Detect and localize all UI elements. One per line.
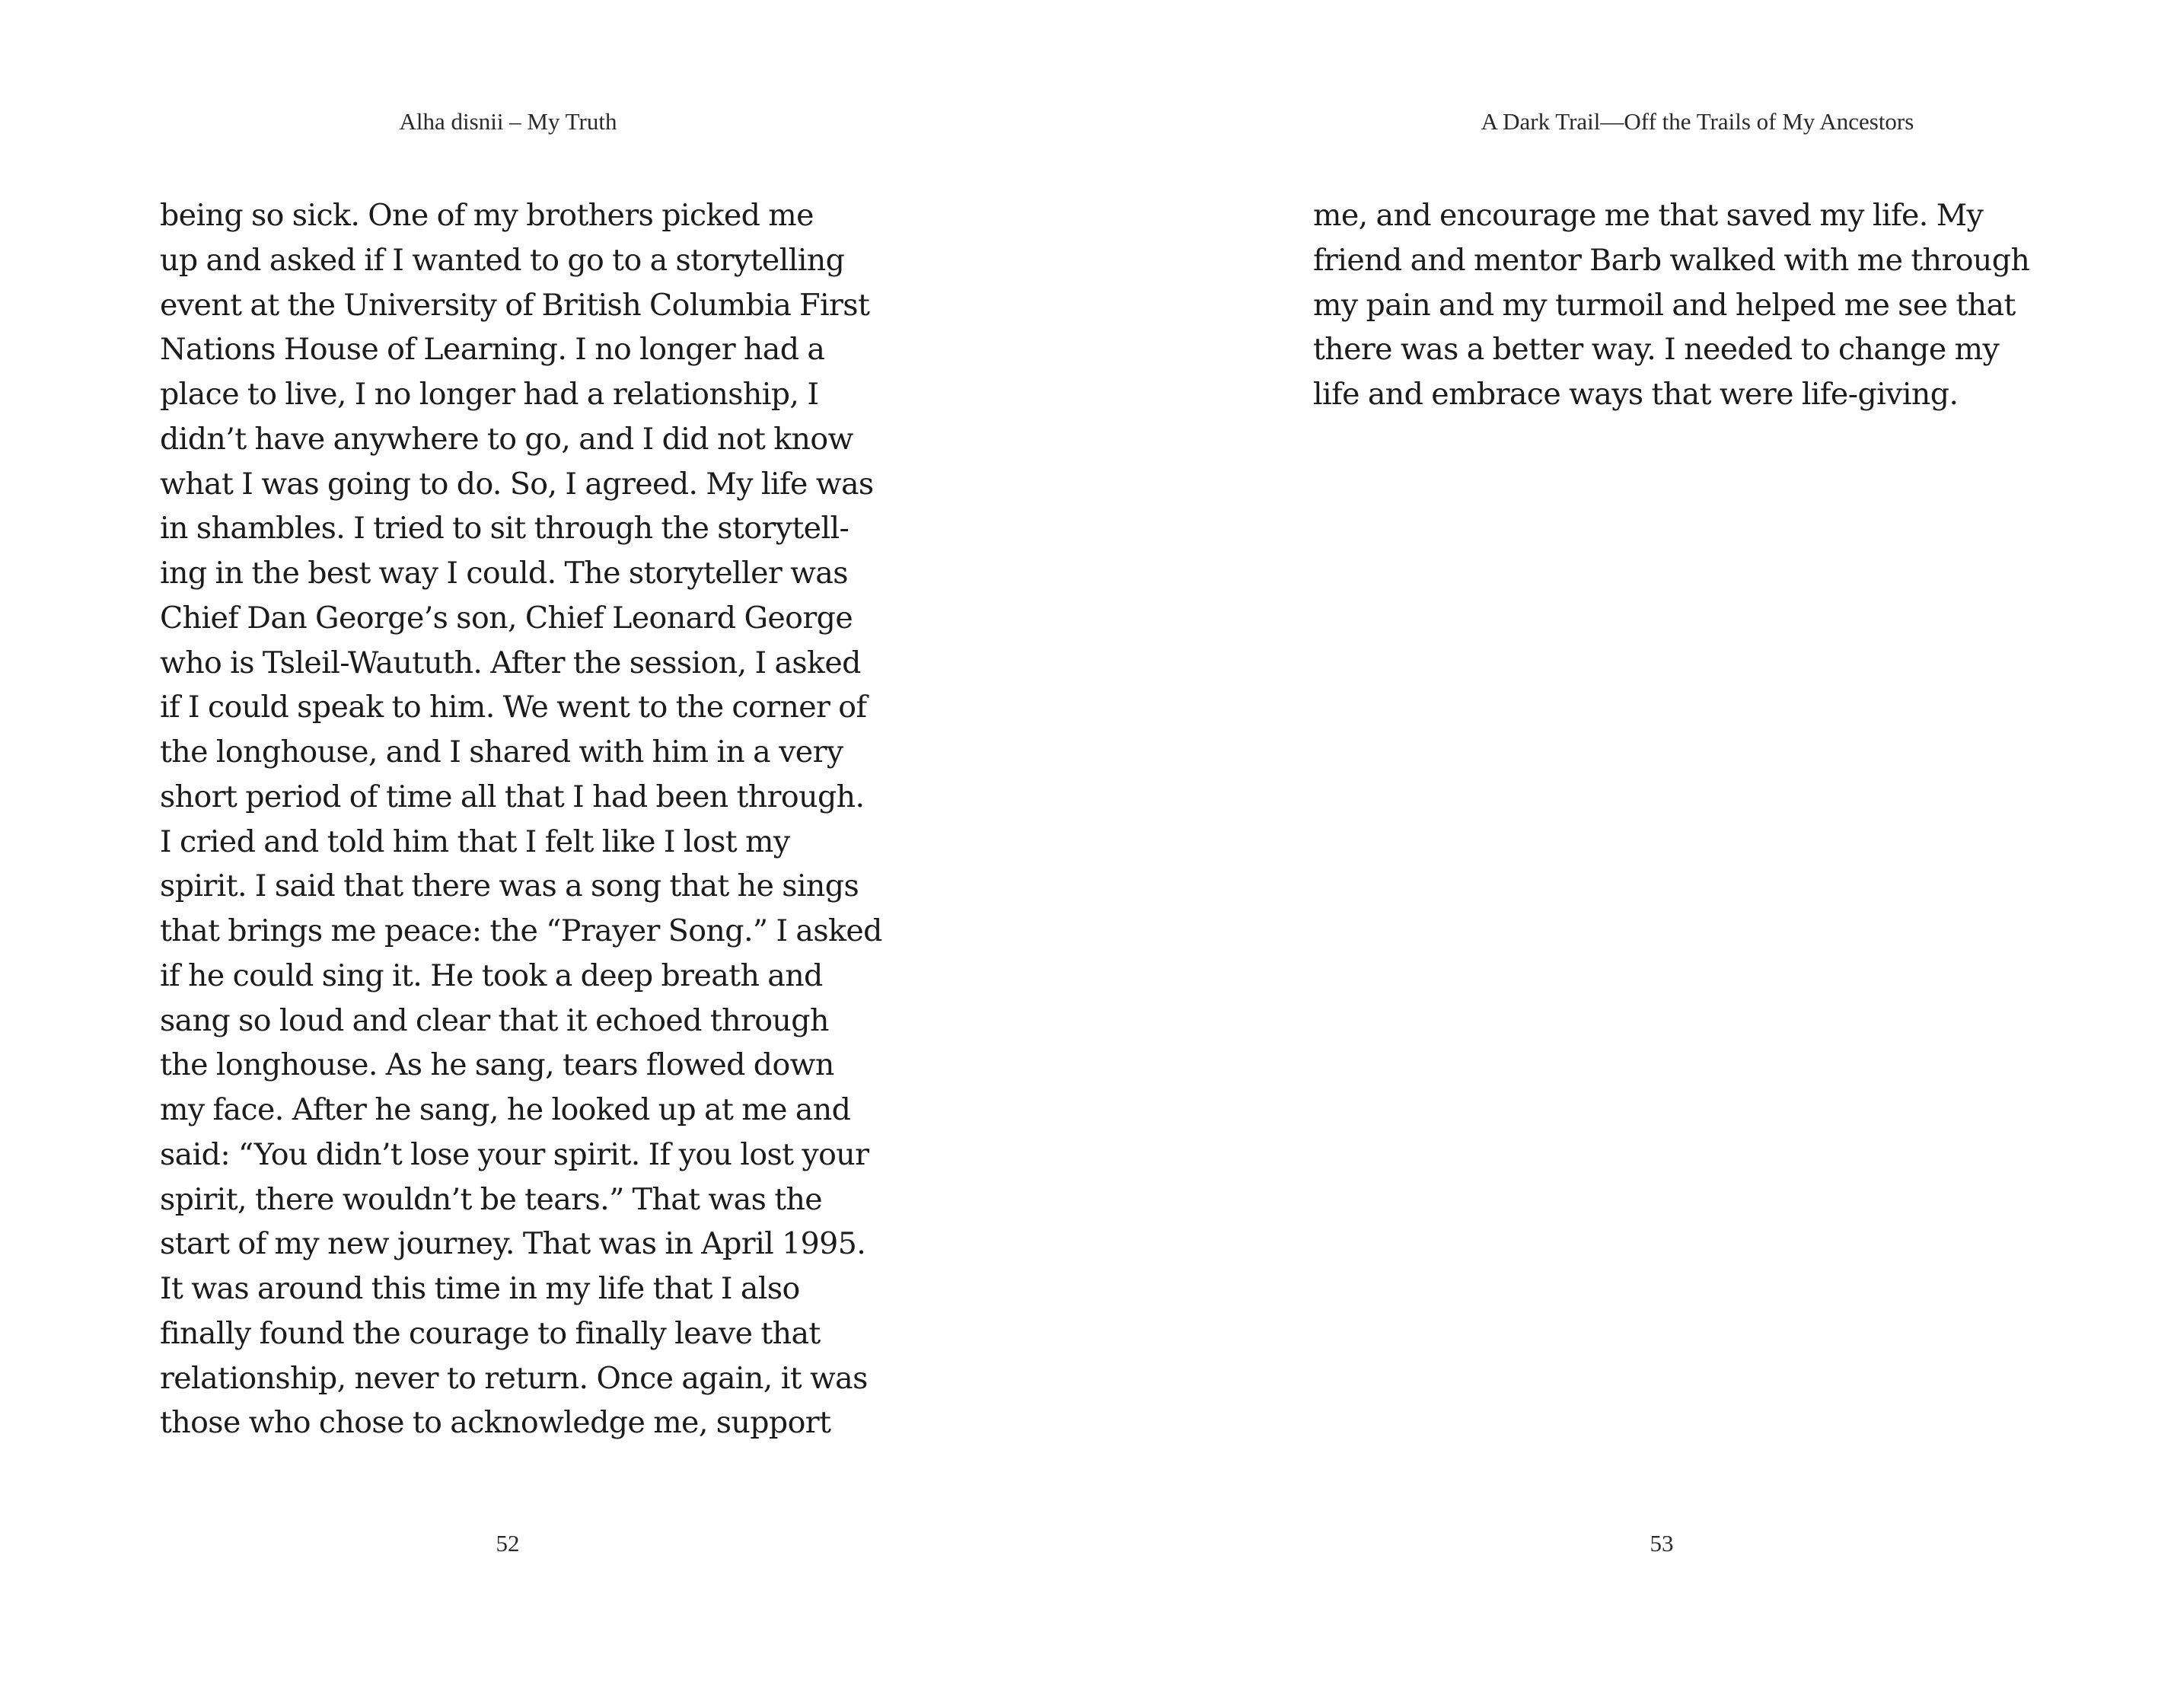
text-line: said: “You didn’t lose your spirit. If you lost your bbox=[160, 1136, 869, 1172]
text-line: that brings me peace: the “Prayer Song.” I asked bbox=[160, 913, 882, 948]
text-line: ing in the best way I could. The storyteller was bbox=[160, 556, 848, 591]
running-head-left: Alha disnii – My Truth bbox=[399, 108, 617, 135]
page-number-right: 53 bbox=[1650, 1530, 1674, 1557]
text-line: my pain and my turmoil and helped me see that bbox=[1313, 287, 2016, 323]
text-line: the longhouse. As he sang, tears flowed down bbox=[160, 1047, 834, 1083]
right-page bbox=[1079, 0, 2158, 1708]
body-text-left bbox=[160, 193, 921, 1445]
text-line: up and asked if I wanted to go to a storytelling bbox=[160, 242, 845, 278]
text-line: sang so loud and clear that it echoed through bbox=[160, 1002, 829, 1038]
text-line: friend and mentor Barb walked with me through bbox=[1313, 242, 2030, 278]
text-line: spirit, there wouldn’t be tears.” That was the bbox=[160, 1181, 823, 1217]
text-line: Nations House of Learning. I no longer had a bbox=[160, 332, 825, 368]
text-line: what I was going to do. So, I agreed. My life was bbox=[160, 466, 874, 502]
body-text-right bbox=[1313, 193, 2074, 417]
text-line: event at the University of British Columbia First bbox=[160, 287, 870, 323]
text-line: relationship, never to return. Once again, it was bbox=[160, 1360, 868, 1396]
text-line: finally found the courage to finally leave that bbox=[160, 1315, 821, 1351]
text-line: me, and encourage me that saved my life. My bbox=[1313, 198, 1984, 233]
text-line: being so sick. One of my brothers picked me bbox=[160, 198, 814, 233]
text-line: if I could speak to him. We went to the corner of bbox=[160, 690, 867, 725]
text-line: Chief Dan George’s son, Chief Leonard George bbox=[160, 600, 853, 636]
text-line: the longhouse, and I shared with him in a very bbox=[160, 735, 843, 770]
text-line: spirit. I said that there was a song that he sings bbox=[160, 868, 859, 904]
text-line: start of my new journey. That was in April 1995. bbox=[160, 1226, 866, 1262]
text-line: who is Tsleil-Waututh. After the session, I asked bbox=[160, 645, 861, 680]
text-line: those who chose to acknowledge me, support bbox=[160, 1405, 831, 1441]
text-line: in shambles. I tried to sit through the storytell- bbox=[160, 511, 849, 546]
page-number-left: 52 bbox=[496, 1530, 520, 1557]
text-line: It was around this time in my life that I also bbox=[160, 1271, 800, 1306]
text-line: life and embrace ways that were life-giving. bbox=[1313, 377, 1959, 412]
running-head-right: A Dark Trail—Off the Trails of My Ancestors bbox=[1481, 108, 1914, 135]
text-line: my face. After he sang, he looked up at me and bbox=[160, 1092, 851, 1127]
text-line: short period of time all that I had been through. bbox=[160, 779, 865, 814]
text-line: I cried and told him that I felt like I lost my bbox=[160, 824, 790, 859]
text-line: if he could sing it. He took a deep breath and bbox=[160, 958, 823, 993]
text-line: place to live, I no longer had a relationship, I bbox=[160, 377, 819, 412]
text-line: there was a better way. I needed to change my bbox=[1313, 332, 2000, 368]
text-line: didn’t have anywhere to go, and I did not know bbox=[160, 421, 853, 457]
